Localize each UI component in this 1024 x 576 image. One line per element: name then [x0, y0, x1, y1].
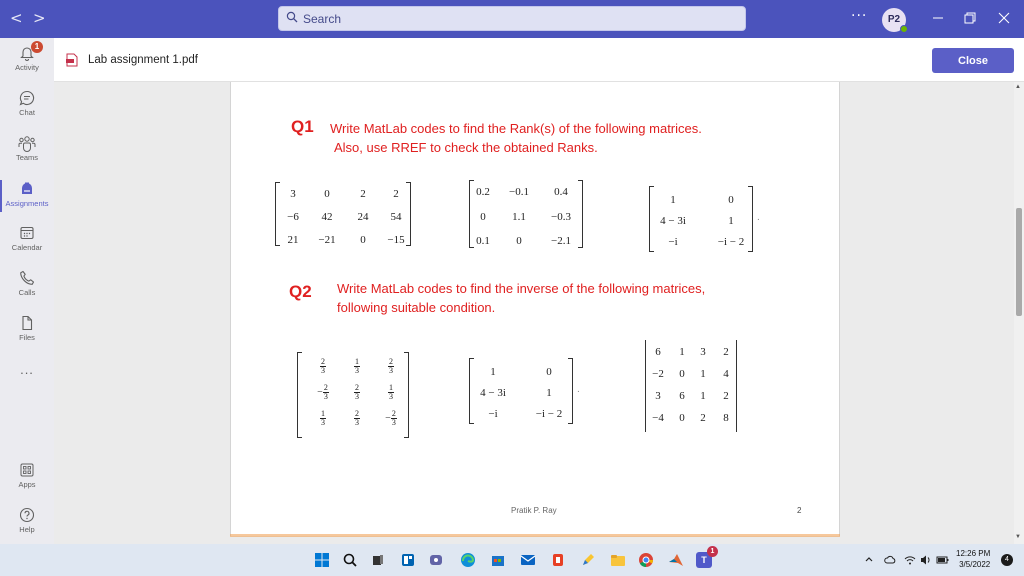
- matrix-cell: 42: [321, 211, 333, 223]
- numerator: 1: [355, 357, 359, 366]
- denominator: 3: [355, 392, 359, 401]
- matrix-cell: 0: [546, 366, 552, 378]
- matrix-cell: 24: [357, 211, 369, 223]
- q2-matrix-a: [297, 352, 409, 438]
- rail-label-apps: Apps: [18, 480, 36, 489]
- matrix-cell: −i − 2: [717, 236, 745, 248]
- task-view-icon[interactable]: [370, 552, 386, 568]
- wifi-icon[interactable]: [904, 554, 916, 566]
- matrix-cell: 2: [393, 188, 399, 200]
- matrix-cell-fraction: [369, 384, 413, 401]
- rail-item-activity[interactable]: [0, 38, 54, 82]
- fraction: [388, 358, 394, 375]
- matrix-cell: −0.1: [509, 186, 529, 198]
- matrix-cell: 2: [723, 346, 729, 358]
- denominator: 3: [391, 418, 396, 427]
- matrix-row: [645, 346, 737, 366]
- q1-number: Q1: [291, 117, 314, 136]
- numerator: 2: [323, 383, 328, 392]
- close-button[interactable]: Close: [932, 48, 1014, 73]
- clock-date: 3/5/2022: [959, 560, 991, 569]
- matrix-cell: 1: [700, 368, 706, 380]
- cloud-icon[interactable]: [884, 554, 896, 566]
- help-icon: [18, 506, 36, 524]
- notification-badge[interactable]: 4: [1001, 554, 1013, 566]
- matrix-cell: 0.2: [476, 186, 490, 198]
- matrix-cell: 0: [480, 211, 486, 223]
- matrix-cell: −i: [488, 408, 498, 420]
- forward-arrow-icon[interactable]: >: [33, 9, 46, 27]
- pdf-viewer[interactable]: [54, 82, 1024, 544]
- rail-label-teams: Teams: [15, 153, 39, 162]
- office-icon[interactable]: [550, 552, 566, 568]
- file-title: Lab assignment 1.pdf: [88, 54, 198, 66]
- page-edge: [230, 534, 840, 537]
- matrix-cell: 1: [700, 390, 706, 402]
- matrix-row: [645, 390, 737, 410]
- rail-item-assignments[interactable]: [0, 174, 54, 218]
- matrix-cell: 2: [360, 188, 366, 200]
- fraction: [354, 410, 360, 427]
- more-icon: ...: [20, 362, 34, 377]
- matrix-cell: 0: [679, 412, 685, 424]
- matrix-cell: 0: [360, 234, 366, 246]
- close-window-icon[interactable]: [994, 8, 1014, 28]
- numerator: 1: [389, 383, 393, 392]
- rail-label-assignments: Assignments: [5, 199, 49, 208]
- matrix-cell: 1: [728, 215, 734, 227]
- search-icon: [286, 11, 298, 23]
- q2-number: Q2: [289, 282, 312, 301]
- matrix-row: [469, 408, 573, 428]
- taskbar-search-icon[interactable]: [342, 552, 358, 568]
- matrix-cell: 2: [723, 390, 729, 402]
- matrix-cell: 0: [728, 194, 734, 206]
- chat-icon: [18, 89, 36, 107]
- matrix-cell: −i: [668, 236, 678, 248]
- more-options-button[interactable]: ···: [851, 8, 868, 24]
- clock-time: 12:26 PM: [956, 549, 991, 558]
- matrix-cell: 0: [679, 368, 685, 380]
- q1-trailing-dot: .: [757, 212, 760, 223]
- matrix-cell: 2: [700, 412, 706, 424]
- rail-item-chat[interactable]: [0, 83, 54, 127]
- page-number: 2: [797, 506, 802, 515]
- q2-line2: following suitable condition.: [337, 300, 496, 315]
- matrix-cell: −15: [387, 234, 405, 246]
- chrome-icon[interactable]: [638, 552, 654, 568]
- file-explorer-icon[interactable]: [610, 552, 626, 568]
- matrix-cell: 3: [700, 346, 706, 358]
- q2-matrix-c: [645, 340, 737, 432]
- teams-icon: [17, 134, 37, 152]
- rail-label-files: Files: [19, 333, 35, 342]
- matrix-cell: 1: [670, 194, 676, 206]
- matrix-cell: 1: [679, 346, 685, 358]
- matlab-icon[interactable]: [668, 552, 684, 568]
- matrix-cell: 0.4: [554, 186, 568, 198]
- chevron-up-icon[interactable]: [864, 554, 874, 564]
- scrollbar[interactable]: [1014, 82, 1024, 544]
- pencil-app-icon[interactable]: [580, 552, 596, 568]
- matrix-cell: 54: [390, 211, 402, 223]
- matrix-cell: 3: [290, 188, 296, 200]
- minimize-icon[interactable]: [928, 8, 948, 28]
- q1-matrix-a: [275, 182, 411, 246]
- matrix-cell: 4 − 3i: [660, 215, 686, 227]
- fraction: [320, 358, 326, 375]
- fraction-sign: −: [385, 413, 391, 424]
- edge-browser-icon[interactable]: [460, 552, 476, 568]
- numerator: 2: [321, 357, 325, 366]
- title-bar: [0, 0, 1024, 38]
- matrix-cell: −4: [652, 412, 664, 424]
- avatar-initials: P2: [887, 14, 901, 25]
- teams-taskbar-icon[interactable]: T 1: [696, 552, 712, 568]
- battery-icon[interactable]: [936, 554, 950, 566]
- denominator: 3: [355, 366, 359, 375]
- presence-available-icon: [900, 25, 908, 33]
- pdf-page: [230, 82, 840, 536]
- matrix-cell: 0: [324, 188, 330, 200]
- mail-icon[interactable]: [520, 552, 536, 568]
- store-icon[interactable]: [490, 552, 506, 568]
- q1-line2: Also, use RREF to check the obtained Ranks.: [334, 140, 598, 155]
- search-input[interactable]: [278, 6, 746, 31]
- rail-item-files[interactable]: [0, 308, 54, 352]
- matrix-cell: 0: [516, 235, 522, 247]
- activity-badge: 1: [31, 41, 43, 53]
- matrix-row: [469, 186, 583, 206]
- matrix-cell: 1: [490, 366, 496, 378]
- fraction-sign: −: [317, 387, 323, 398]
- fraction: [354, 358, 360, 375]
- restore-icon[interactable]: [960, 8, 980, 28]
- search-placeholder: Search: [303, 12, 342, 26]
- matrix-cell: 6: [655, 346, 661, 358]
- matrix-row: [469, 366, 573, 386]
- numerator: 2: [389, 357, 393, 366]
- matrix-cell: 3: [655, 390, 661, 402]
- scroll-down-icon[interactable]: ▼: [1015, 534, 1021, 540]
- denominator: 3: [389, 392, 393, 401]
- matrix-row: [275, 211, 411, 231]
- rail-label-calls: Calls: [18, 288, 36, 297]
- matrix-row: [469, 387, 573, 407]
- matrix-cell: −6: [287, 211, 299, 223]
- fraction: [388, 384, 394, 401]
- fraction: [354, 384, 360, 401]
- rail-item-more[interactable]: [0, 358, 54, 402]
- numerator: 2: [355, 383, 359, 392]
- denominator: 3: [389, 366, 393, 375]
- fraction: [320, 410, 326, 427]
- numerator: 1: [321, 409, 325, 418]
- fraction: [391, 410, 397, 427]
- matrix-row: [297, 384, 409, 404]
- teams-badge: 1: [707, 546, 718, 557]
- rail-label-chat: Chat: [19, 108, 35, 117]
- calendar-icon: [18, 224, 36, 242]
- file-icon: [18, 314, 36, 332]
- matrix-row: [645, 368, 737, 388]
- rail-item-calls[interactable]: [0, 263, 54, 307]
- matrix-cell: 0.1: [476, 235, 490, 247]
- matrix-row: [649, 215, 753, 235]
- assignments-icon: [18, 180, 36, 198]
- q2-line1: Write MatLab codes to find the inverse of the following matrices,: [337, 281, 706, 296]
- matrix-cell: 6: [679, 390, 685, 402]
- scroll-up-icon[interactable]: ▲: [1015, 84, 1021, 90]
- matrix-row: [275, 234, 411, 254]
- app-rail: [0, 38, 54, 544]
- denominator: 3: [355, 418, 359, 427]
- matrix-cell: 1.1: [512, 211, 526, 223]
- q2-matrix-b: [469, 358, 573, 424]
- matrix-row: [469, 235, 583, 255]
- q2-text: [337, 279, 705, 317]
- back-arrow-icon[interactable]: <: [10, 9, 23, 27]
- matrix-row: [469, 211, 583, 231]
- teams-chat-icon[interactable]: [428, 552, 444, 568]
- numerator: 2: [391, 409, 396, 418]
- q1-text: [330, 119, 702, 157]
- denominator: 3: [323, 392, 328, 401]
- pdf-file-icon: [65, 53, 79, 67]
- phone-icon: [18, 269, 36, 287]
- matrix-cell-fraction: [369, 410, 413, 427]
- footer-author: Pratik P. Ray: [511, 506, 557, 515]
- q1-matrix-b: [469, 180, 583, 248]
- matrix-cell: −2.1: [551, 235, 571, 247]
- rail-item-apps[interactable]: [0, 455, 54, 499]
- matrix-cell-fraction: [369, 358, 413, 375]
- matrix-cell: 1: [546, 387, 552, 399]
- matrix-cell: 4 − 3i: [480, 387, 506, 399]
- matrix-row: [275, 188, 411, 208]
- fraction: [323, 384, 329, 401]
- matrix-cell: −i − 2: [535, 408, 563, 420]
- file-header: [54, 38, 1024, 82]
- apps-icon: [18, 461, 36, 479]
- q2-trailing-dot: .: [577, 384, 580, 395]
- avatar[interactable]: [882, 8, 906, 32]
- q1-matrix-c: [649, 186, 753, 252]
- rail-label-activity: Activity: [15, 63, 39, 72]
- matrix-row: [297, 358, 409, 378]
- volume-icon[interactable]: [920, 554, 932, 566]
- scroll-thumb[interactable]: [1016, 208, 1022, 316]
- taskbar: [0, 544, 1024, 576]
- numerator: 2: [355, 409, 359, 418]
- clock[interactable]: [956, 548, 990, 570]
- q1-line1: Write MatLab codes to find the Rank(s) of the following matrices.: [330, 121, 702, 136]
- matrix-cell: −2: [652, 368, 664, 380]
- rail-item-teams[interactable]: [0, 128, 54, 172]
- matrix-cell: 4: [723, 368, 729, 380]
- rail-label-help: Help: [19, 525, 35, 534]
- rail-item-help[interactable]: [0, 500, 54, 544]
- matrix-row: [649, 194, 753, 214]
- windows-start-icon[interactable]: [314, 552, 330, 568]
- matrix-cell: 8: [723, 412, 729, 424]
- matrix-cell: −21: [318, 234, 336, 246]
- widgets-icon[interactable]: [400, 552, 416, 568]
- matrix-cell: −0.3: [551, 211, 571, 223]
- denominator: 3: [321, 366, 325, 375]
- matrix-row: [645, 412, 737, 432]
- matrix-row: [649, 236, 753, 256]
- rail-item-calendar[interactable]: [0, 218, 54, 262]
- matrix-row: [297, 410, 409, 430]
- rail-label-calendar: Calendar: [11, 243, 43, 252]
- denominator: 3: [321, 418, 325, 427]
- matrix-cell: 21: [287, 234, 299, 246]
